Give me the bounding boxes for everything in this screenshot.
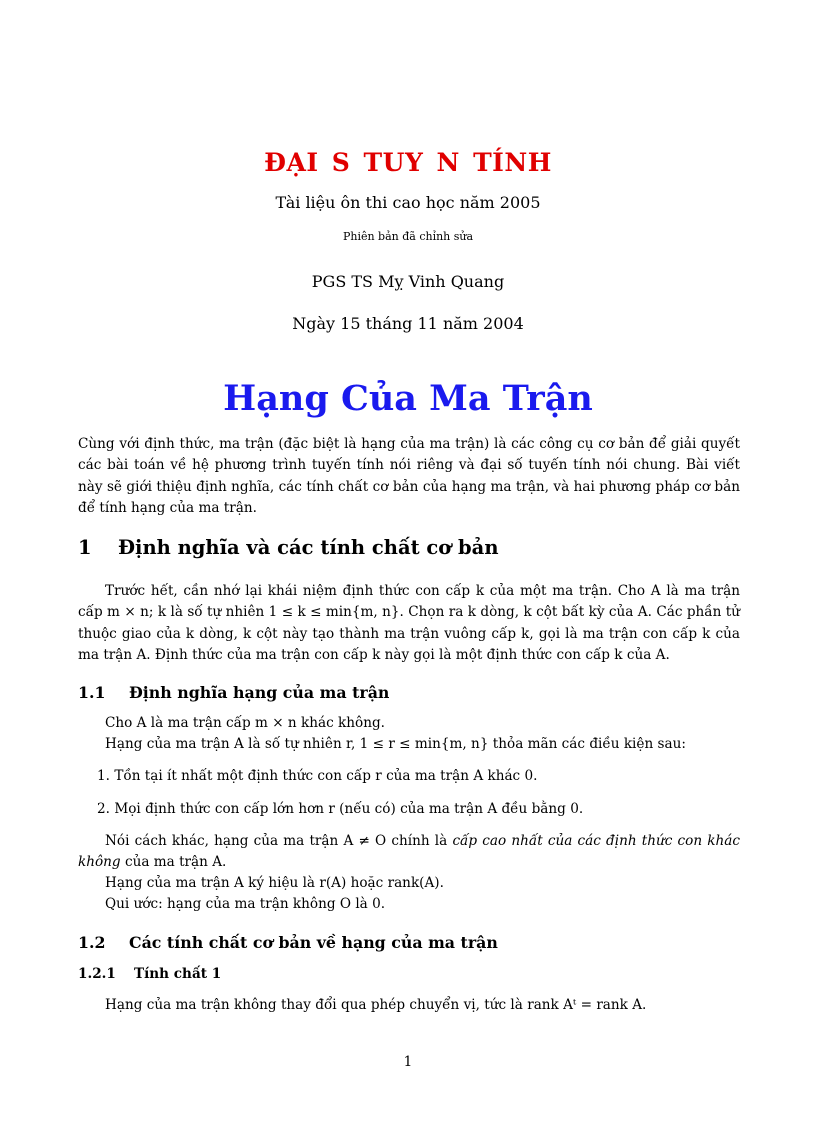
subsection-title: Định nghĩa hạng của ma trận: [129, 683, 390, 702]
emphasized-phrase: cấp cao nhất của các định thức con khác không: [78, 833, 740, 871]
property-1-text: Hạng của ma trận không thay đổi qua phép chuyển vị, tức là rank Aᵗ = rank A.: [105, 997, 647, 1013]
convention-line: Qui ước: hạng của ma trận không O là 0.: [105, 896, 386, 912]
list-marker: 2.: [97, 801, 110, 817]
intro-paragraph: Cùng với định thức, ma trận (đặc biệt là hạng của ma trận) là các công cụ cơ bản để giải quyết các bài toán về hệ phương trình tuyến tính nói riêng và đại số tuyến tính nói chung. Bài viết này sẽ giới thiệu định nghĩa, các tính chất cơ bản của hạng ma trận, và hai phương pháp cơ bản để tính hạng của ma trận.: [78, 436, 740, 516]
date: Ngày 15 tháng 11 năm 2004: [292, 314, 524, 333]
section-number: 1: [78, 536, 92, 559]
section-1-paragraph: Trước hết, cần nhớ lại khái niệm định thức con cấp k của một ma trận. Cho A là ma trận cấp m × n; k là số tự nhiên 1 ≤ k ≤ min{m, n}. Chọn ra k dòng, k cột bất kỳ của A. Các phần tử thuộc giao của k dòng, k cột này tạo thành ma trận vuông cấp k, gọi là ma trận con cấp k của ma trận A. Định thức của ma trận con cấp k này gọi là một định thức con cấp k của A.: [78, 583, 740, 663]
subsection-number: 1.1: [78, 683, 106, 702]
author: PGS TS Mỵ Vinh Quang: [311, 272, 505, 291]
document-title: Hạng Của Ma Trận: [223, 378, 593, 419]
edition-note: Phiên bản đã chỉnh sửa: [342, 230, 474, 243]
list-item: [97, 766, 537, 787]
subsubsection-number: 1.2.1: [78, 966, 116, 982]
subsubsection-1-2-1-heading: [78, 966, 221, 982]
section-1-heading: [78, 536, 499, 559]
subsection-1-1-heading: [78, 683, 389, 702]
rank-remark-paragraph: Nói cách khác, hạng của ma trận A ≠ O chính là cấp cao nhất của các định thức con khác không của ma trận A.: [78, 833, 740, 871]
list-text: Tồn tại ít nhất một định thức con cấp r của ma trận A khác 0.: [114, 768, 538, 784]
subsubsection-title: Tính chất 1: [134, 966, 222, 982]
subsection-number: 1.2: [78, 933, 106, 952]
definition-line-1: Cho A là ma trận cấp m × n khác không.: [105, 715, 385, 731]
subsection-title: Các tính chất cơ bản về hạng của ma trận: [129, 933, 498, 952]
subsection-1-2-heading: [78, 933, 498, 952]
notation-line: Hạng của ma trận A ký hiệu là r(A) hoặc rank(A).: [105, 875, 444, 891]
page-number: 1: [403, 1054, 413, 1070]
section-title: Định nghĩa và các tính chất cơ bản: [118, 536, 499, 559]
document-subtitle: Tài liệu ôn thi cao học năm 2005: [275, 193, 541, 212]
list-item: [97, 799, 583, 820]
list-marker: 1.: [97, 768, 110, 784]
definition-line-2: Hạng của ma trận A là số tự nhiên r, 1 ≤ r ≤ min{m, n} thỏa mãn các điều kiện sau:: [105, 736, 686, 752]
course-title: ĐẠI S TUY N TÍNH: [264, 148, 552, 177]
list-text: Mọi định thức con cấp lớn hơn r (nếu có) của ma trận A đều bằng 0.: [114, 801, 584, 817]
